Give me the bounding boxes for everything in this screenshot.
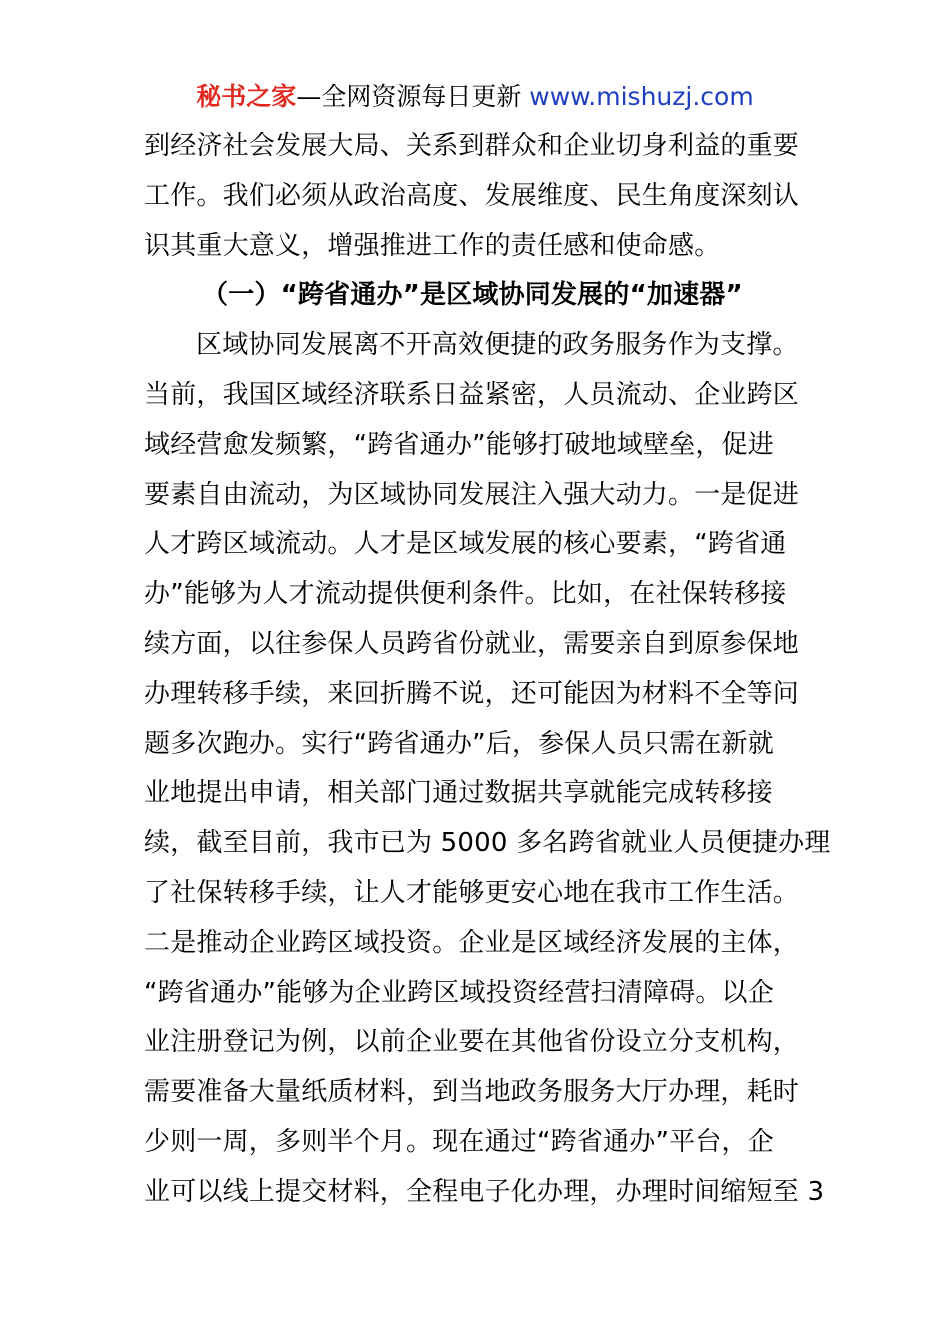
body-line: 当前，我国区域经济联系日益紧密，人员流动、企业跨区 [144, 379, 800, 410]
body-line: 工作。我们必须从政治高度、发展维度、民生角度深刻认 [144, 180, 800, 211]
body-line: 办理转移手续，来回折腾不说，还可能因为材料不全等问 [144, 678, 800, 709]
site-header [0, 80, 950, 114]
body-line: 需要准备大量纸质材料，到当地政务服务大厅办理，耗时 [144, 1077, 800, 1108]
body-line: 识其重大意义，增强推进工作的责任感和使命感。 [144, 230, 721, 261]
body-line: 人才跨区域流动。人才是区域发展的核心要素，“跨省通 [144, 529, 787, 560]
body-line: 要素自由流动，为区域协同发展注入强大动力。一是促进 [144, 479, 800, 510]
body-line: 题多次跑办。实行“跨省通办”后，参保人员只需在新就 [144, 728, 774, 759]
body-line: 少则一周，多则半个月。现在通过“跨省通办”平台，企 [144, 1126, 774, 1157]
paragraph-first-line: 区域协同发展离不开高效便捷的政务服务作为支撑。 [196, 330, 799, 361]
site-url-link[interactable]: www.mishuzj.com [529, 82, 754, 111]
section-heading: （一）“跨省通办”是区域协同发展的“加速器” [202, 280, 743, 311]
body-line: 业地提出申请，相关部门通过数据共享就能完成转移接 [144, 778, 773, 809]
body-line: 续方面，以往参保人员跨省份就业，需要亲自到原参保地 [144, 628, 800, 659]
body-line: 域经营愈发频繁，“跨省通办”能够打破地域壁垒，促进 [144, 429, 774, 460]
body-line: 业可以线上提交材料，全程电子化办理，办理时间缩短至 3 [144, 1176, 825, 1207]
body-line: 二是推动企业跨区域投资。企业是区域经济发展的主体， [144, 927, 800, 958]
body-line: 到经济社会发展大局、关系到群众和企业切身利益的重要 [144, 131, 800, 161]
site-tagline: —全网资源每日更新 [296, 82, 530, 111]
document-body [144, 122, 831, 1218]
body-line: 续，截至目前，我市已为 5000 多名跨省就业人员便捷办理 [144, 828, 831, 859]
body-line: 办”能够为人才流动提供便利条件。比如，在社保转移接 [144, 579, 787, 610]
body-line: 了社保转移手续，让人才能够更安心地在我市工作生活。 [144, 877, 800, 908]
body-line: 业注册登记为例，以前企业要在其他省份设立分支机构， [144, 1027, 800, 1058]
site-brand: 秘书之家 [196, 82, 297, 111]
body-line: “跨省通办”能够为企业跨区域投资经营扫清障碍。以企 [144, 977, 774, 1008]
